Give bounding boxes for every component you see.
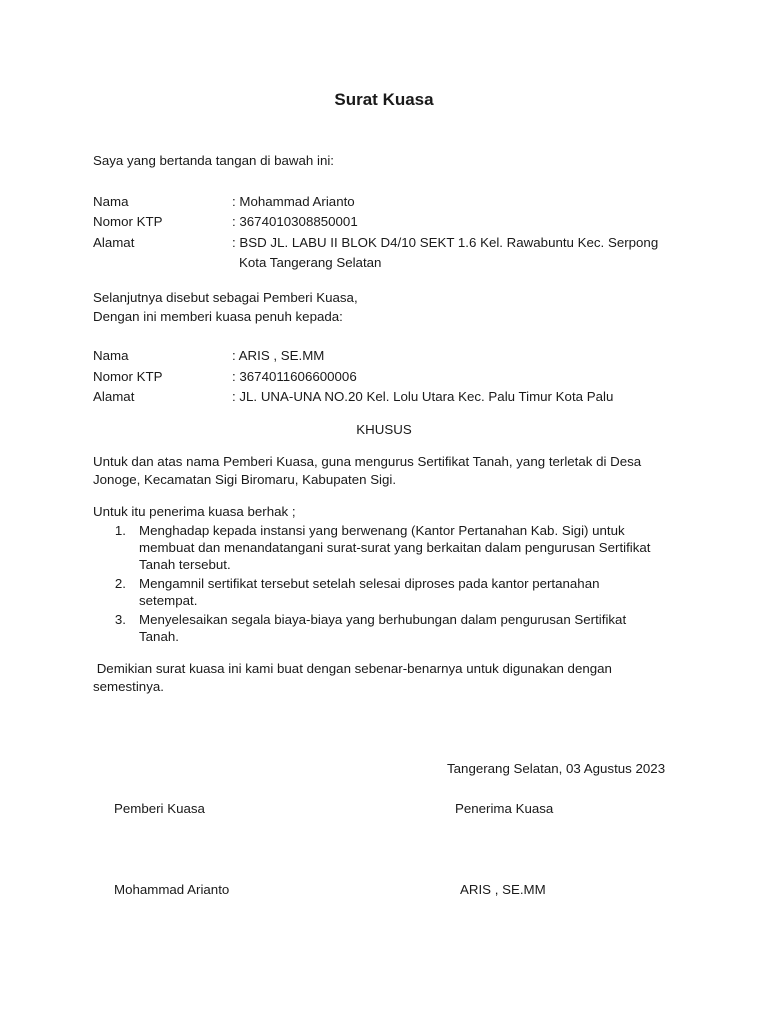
- referred-line-1: Selanjutnya disebut sebagai Pemberi Kuasa,: [93, 290, 358, 305]
- grantee-ktp-label: Nomor KTP: [93, 369, 163, 384]
- grantee-name-label: Nama: [93, 348, 129, 363]
- closing-paragraph: Demikian surat kuasa ini kami buat dengan sebenar-benarnya untuk digunakan dengan semestinya.: [93, 661, 616, 694]
- document-title: Surat Kuasa: [334, 90, 434, 109]
- rights-item-2-text: Mengamnil sertifikat tersebut setelah selesai diproses pada kantor pertanahan setempat.: [139, 576, 600, 608]
- grantor-address-label: Alamat: [93, 235, 135, 250]
- grantee-signature-name: ARIS , SE.MM: [460, 882, 546, 897]
- grantor-name-label: Nama: [93, 194, 129, 209]
- rights-item-1-number: 1.: [114, 523, 126, 538]
- grantor-address-line1: : BSD JL. LABU II BLOK D4/10 SEKT 1.6 Kel. Rawabuntu Kec. Serpong: [232, 235, 659, 250]
- grantee-name-value: : ARIS , SE.MM: [232, 348, 325, 363]
- grantor-name-value: : Mohammad Arianto: [232, 194, 355, 209]
- rights-item-1-text: Menghadap kepada instansi yang berwenang (Kantor Pertanahan Kab. Sigi) untuk membuat dan menandatangani surat-surat yang berkaitan dalam pengurusan Sertifikat Tanah tersebut.: [139, 523, 651, 572]
- khusus-heading: KHUSUS: [356, 422, 412, 437]
- place-date: Tangerang Selatan, 03 Agustus 2023: [447, 761, 666, 776]
- grantor-address-line2: Kota Tangerang Selatan: [239, 255, 382, 270]
- grantor-role-label: Pemberi Kuasa: [114, 801, 205, 816]
- purpose-paragraph: Untuk dan atas nama Pemberi Kuasa, guna mengurus Sertifikat Tanah, yang terletak di Desa Jonoge, Kecamatan Sigi Biromaru, Kabupaten Sigi.: [93, 454, 642, 487]
- grantee-ktp-value: : 3674011606600006: [232, 369, 357, 384]
- rights-intro: Untuk itu penerima kuasa berhak ;: [93, 504, 296, 519]
- referred-line-2: Dengan ini memberi kuasa penuh kepada:: [93, 309, 343, 324]
- grantee-address-value: : JL. UNA-UNA NO.20 Kel. Lolu Utara Kec. Palu Timur Kota Palu: [232, 389, 614, 404]
- intro-text: Saya yang bertanda tangan di bawah ini:: [93, 153, 334, 168]
- grantee-address-label: Alamat: [93, 389, 135, 404]
- rights-item-3-text: Menyelesaikan segala biaya-biaya yang berhubungan dalam pengurusan Sertifikat Tanah.: [139, 612, 627, 644]
- rights-item-3-number: 3.: [114, 612, 126, 627]
- grantor-ktp-label: Nomor KTP: [93, 214, 163, 229]
- grantor-ktp-value: : 3674010308850001: [232, 214, 358, 229]
- grantor-signature-name: Mohammad Arianto: [114, 882, 230, 897]
- grantee-role-label: Penerima Kuasa: [455, 801, 554, 816]
- rights-item-2-number: 2.: [114, 576, 126, 591]
